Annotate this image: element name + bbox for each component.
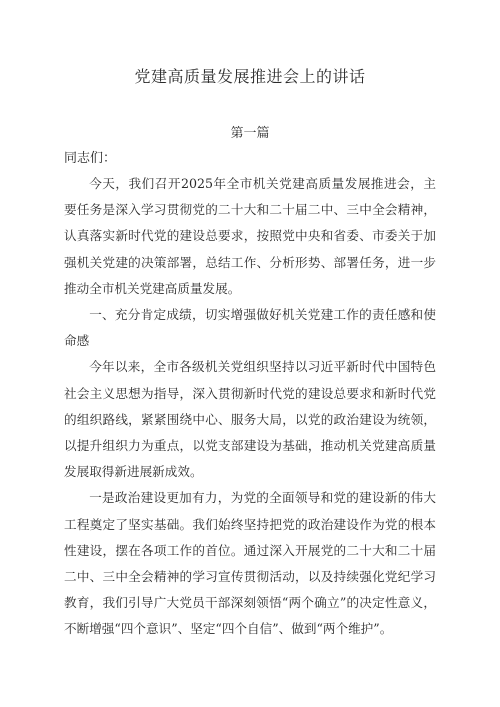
paragraph-political-building: 一是政治建设更加有力，为党的全面领导和党的建设新的伟大工程奠定了坚实基础。我们始终坚持把党的政治建设作为党的根本性建设，摆在各项工作的首位。通过深入开展党的二十大和二十届二中、三中全会精神的学习宣传贯彻活动，以及持续强化党纪学习教育，我们引导广大党员干部深刻领悟“两个确立”的决定性意义，不断增强“四个意识”、坚定“四个自信”、做到“两个维护”。 xyxy=(64,490,436,637)
document-title: 党建高质量发展推进会上的讲话 xyxy=(134,67,366,86)
speech-body xyxy=(64,171,436,643)
paragraph-section-heading: 一、充分肯定成绩，切实增强做好机关党建工作的责任感和使命感 xyxy=(64,307,436,349)
section-heading: 第一篇 xyxy=(230,126,270,141)
paragraph-opening: 今天，我们召开2025年全市机关党建高质量发展推进会，主要任务是深入学习贯彻党的二十大和二十届二中、三中全会精神，认真落实新时代党的建设总要求，按照党中央和省委、市委关于加强机关党建的决策部署，总结工作、分析形势、部署任务，进一步推动全市机关党建高质量发展。 xyxy=(64,176,436,296)
paragraph-achievements: 今年以来，全市各级机关党组织坚持以习近平新时代中国特色社会主义思想为指导，深入贯彻新时代党的建设总要求和新时代党的组织路线，紧紧围绕中心、服务大局，以党的政治建设为统领，以提升组织力为重点，以党支部建设为基础，推动机关党建高质量发展取得新进展新成效。 xyxy=(64,359,436,480)
salutation: 同志们： xyxy=(64,151,117,166)
